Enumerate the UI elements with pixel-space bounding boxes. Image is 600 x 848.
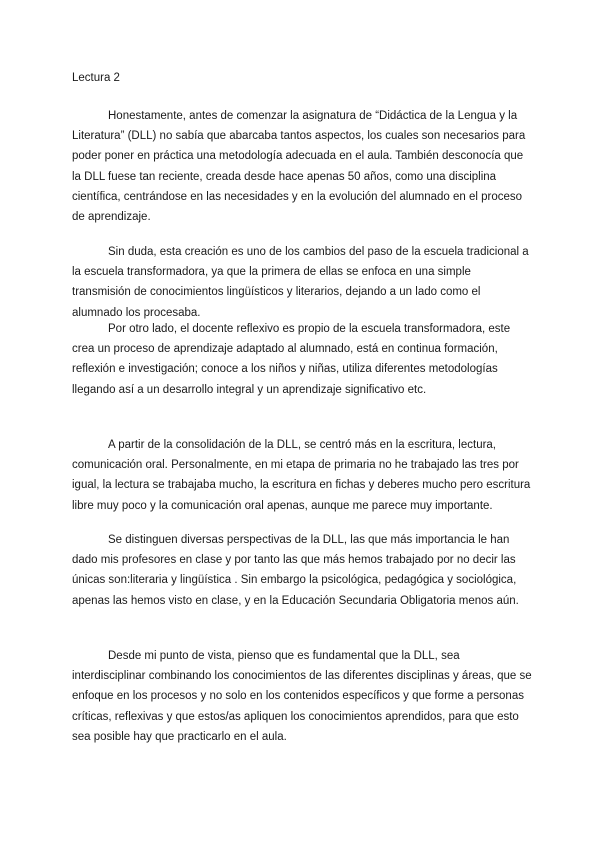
paragraph-6: Desde mi punto de vista, pienso que es fundamental que la DLL, sea interdisciplinar combinando los conocimientos de las diferentes disciplinas y áreas, que se enfoque en los procesos y no solo en los contenidos específicos y que forme a personas críticas, reflexivas y que estos/as apliquen los conocimientos aprendidos, para que esto sea posible hay que practicarlo en el aula.	[72, 650, 532, 743]
document-title: Lectura 2	[72, 72, 120, 84]
paragraph-5: Se distinguen diversas perspectivas de la DLL, las que más importancia le han dado mis profesores en clase y por tanto las que más hemos trabajado por no decir las únicas son:literaria y lingüística . Sin embargo la psicológica, pedagógica y sociológica, apenas las hemos visto en clase, y en la Educación Secundaria Obligatoria menos aún.	[72, 534, 519, 607]
paragraph-4: A partir de la consolidación de la DLL, se centró más en la escritura, lectura, comunicación oral. Personalmente, en mi etapa de primaria no he trabajado las tres por igual, la lectura se trabajaba mucho, la escritura en fichas y deberes mucho pero escritura libre muy poco y la comunicación oral apenas, aunque me parece muy importante.	[72, 439, 531, 512]
paragraph-1: Honestamente, antes de comenzar la asignatura de “Didáctica de la Lengua y la Literatura” (DLL) no sabía que abarcaba tantos aspectos, los cuales son necesarios para poder poner en práctica una metodología adecuada en el aula. También desconocía que la DLL fuese tan reciente, creada desde hace apenas 50 años, como una disciplina científica, centrándose en las necesidades y en la evolución del alumnado en el proceso de aprendizaje.	[72, 110, 526, 224]
paragraph-3: Por otro lado, el docente reflexivo es propio de la escuela transformadora, este crea un proceso de aprendizaje adaptado al alumnado, está en continua formación, reflexión e investigación; conoce a los niños y niñas, utiliza diferentes metodologías llegando así a un desarrollo integral y un aprendizaje significativo etc.	[72, 323, 511, 396]
paragraph-2: Sin duda, esta creación es uno de los cambios del paso de la escuela tradicional a la escuela transformadora, ya que la primera de ellas se enfoca en una simple transmisión de conocimientos lingüísticos y literarios, dejando a un lado como el alumnado los procesaba.	[72, 246, 529, 319]
